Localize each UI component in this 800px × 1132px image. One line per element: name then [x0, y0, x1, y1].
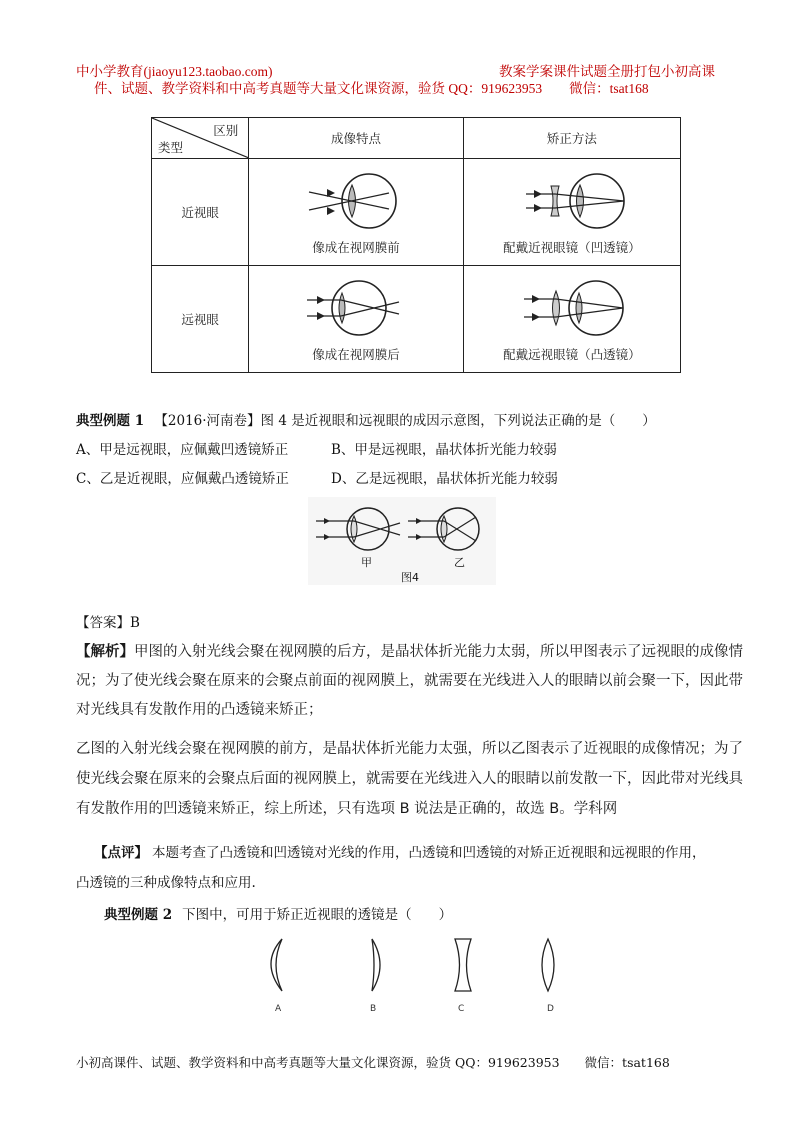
example1-source: 【2016·河南卷】	[154, 413, 261, 429]
header-line2: 件、试题、教学资料和中高考真题等大量文化课资源，验货 QQ：919623953 微信：tsat168	[94, 81, 649, 96]
corner-top-label: 区别	[213, 123, 239, 138]
corner-bottom-label: 类型	[158, 140, 184, 155]
myopia-feature-cell	[249, 159, 463, 266]
analysis-line-3: 对光线具有发散作用的凸透镜来矫正；	[76, 702, 323, 718]
footer: 小初高课件、试题、教学资料和中高考真题等大量文化课资源，验货 QQ：919623953 微信：tsat168	[76, 1055, 670, 1070]
analysis-line-5: 使光线会聚在原来的会聚点后面的视网膜上，就需要在光线进入人的眼睛以前发散一下，因此带对光线具	[76, 771, 743, 787]
example2-question-line	[104, 903, 452, 923]
lens-d-shape	[542, 939, 554, 991]
hyperopia-method-caption: 配戴远视眼镜（凸透镜）	[503, 347, 641, 362]
example1-question: 图 4 是近视眼和远视眼的成因示意图，下列说法正确的是（ ）	[260, 413, 656, 429]
myopia-feature-caption: 像成在视网膜前	[312, 240, 400, 255]
comment-line-1: 【点评】 本题考查了凸透镜和凹透镜对光线的作用，凸透镜和凹透镜的对矫正近视眼和远视眼的作用，	[94, 845, 706, 861]
lens-c-shape	[455, 939, 471, 991]
hyperopia-feature-caption: 像成在视网膜后	[312, 347, 400, 362]
comment-label: 【点评】	[94, 845, 148, 861]
lens-b-shape	[372, 939, 380, 991]
myopia-method-caption: 配戴近视眼镜（凹透镜）	[503, 240, 641, 255]
analysis-label: 【解析】	[76, 644, 134, 660]
analysis-line-2: 况；为了使光线会聚在原来的会聚点前面的视网膜上，就需要在光线进入人的眼睛以前会聚一下，因此带	[76, 673, 743, 689]
figure4	[308, 497, 496, 585]
option-a: A、甲是远视眼，应佩戴凹透镜矫正	[76, 442, 289, 458]
lens-a-shape	[271, 939, 282, 991]
example1-label: 典型例题 1	[76, 413, 145, 429]
option-c: C、乙是近视眼，应佩戴凸透镜矫正	[76, 471, 289, 487]
example1-question-line	[76, 409, 656, 429]
eye-comparison-table	[151, 117, 681, 373]
lens-label-c: C	[458, 1004, 465, 1014]
example2-question: 下图中，可用于矫正近视眼的透镜是（ ）	[182, 907, 453, 923]
header-right: 教案学案课件试题全册打包小初高课	[499, 64, 715, 79]
lens-figure	[260, 935, 580, 1020]
hyperopia-feature-cell	[249, 266, 463, 373]
header-feature: 成像特点	[249, 118, 463, 159]
example2-label: 典型例题 2	[104, 907, 173, 923]
row-type-hyperopia: 远视眼	[152, 266, 249, 373]
analysis-line-1: 【解析】甲图的入射光线会聚在视网膜的后方，是晶状体折光能力太弱，所以甲图表示了远视眼的成像情	[76, 644, 743, 660]
row-type-myopia: 近视眼	[152, 159, 249, 266]
figure-caption: 图4	[401, 571, 419, 584]
analysis-line-6: 有发散作用的凹透镜来矫正，综上所述，只有选项 B 说法是正确的，故选 B。学科网	[76, 801, 618, 817]
figure-label-yi: 乙	[454, 556, 465, 569]
lens-label-b: B	[370, 1004, 377, 1014]
header-left: 中小学教育(jiaoyu123.taobao.com)	[76, 64, 273, 79]
option-b: B、甲是远视眼，晶状体折光能力较弱	[331, 442, 557, 458]
lens-label-d: D	[547, 1004, 554, 1014]
answer: 【答案】B	[76, 615, 140, 631]
option-d: D、乙是远视眼，晶状体折光能力较弱	[331, 471, 558, 487]
table-corner-cell	[152, 118, 249, 159]
comment-line-2: 凸透镜的三种成像特点和应用.	[76, 875, 256, 891]
lens-diagram	[260, 935, 580, 1020]
figure-label-jia: 甲	[361, 556, 372, 569]
hyperopia-method-cell	[463, 266, 680, 373]
lens-label-a: A	[275, 1004, 282, 1014]
analysis-line-4: 乙图的入射光线会聚在视网膜的前方，是晶状体折光能力太强，所以乙图表示了近视眼的成像情况；为了	[76, 741, 743, 757]
myopia-method-cell	[463, 159, 680, 266]
header-method: 矫正方法	[463, 118, 680, 159]
